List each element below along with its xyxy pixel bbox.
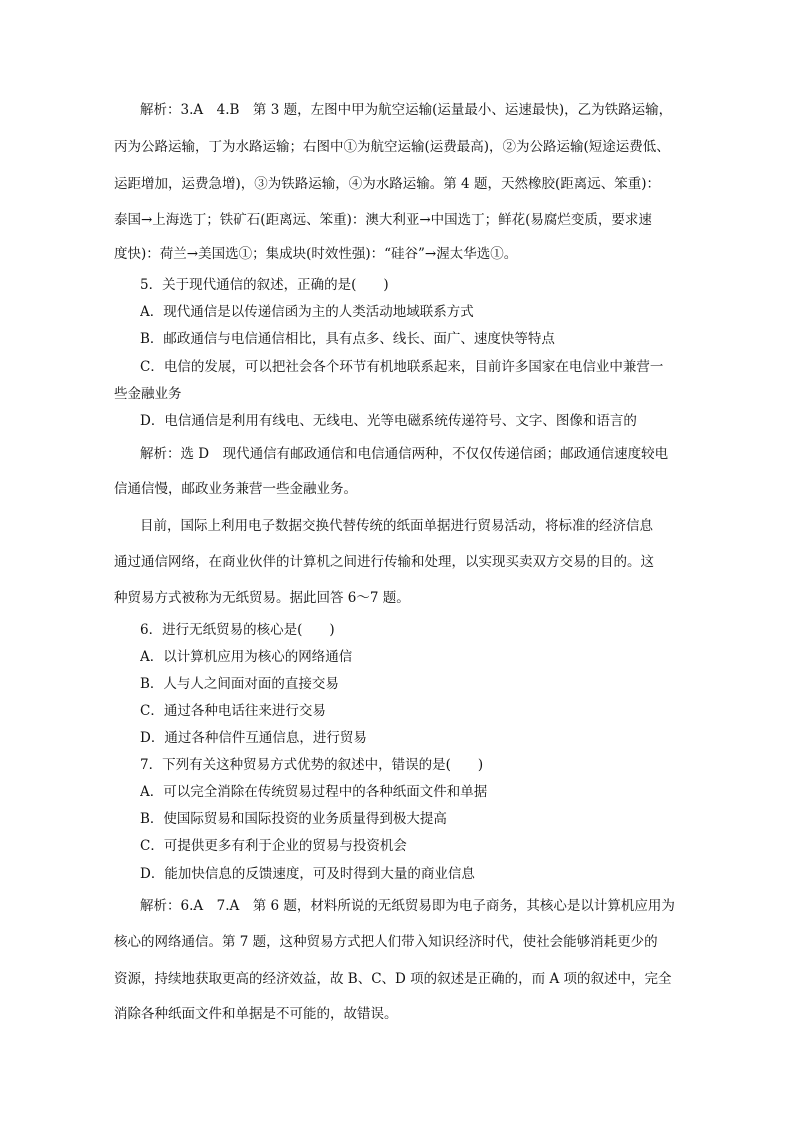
passage-line-1: 目前，国际上利用电子数据交换代替传统的纸面单据进行贸易活动，将标准的经济信息 [140,518,653,534]
question-5-analysis-line-2: 信通信慢，邮政业务兼营一些金融业务。 [114,481,357,497]
question-6-option-d: D．通过各种信件互通信息，进行贸易 [140,730,367,746]
analysis-3-4-line-1: 解析：3.A 4.B 第 3 题，左图中甲为航空运输(运量最小、运速最快)，乙为铁路运输， [140,102,673,118]
question-5-analysis-line-1: 解析：选 D 现代通信有邮政通信和电信通信两种，不仅仅传递信函；邮政通信速度较电 [140,446,669,462]
analysis-3-4-line-4: 泰国→上海选丁；铁矿石(距离远、笨重)：澳大利亚→中国选丁；鲜花(易腐烂变质，要求速 [114,212,652,228]
analysis-3-4-line-5: 度快)：荷兰→美国选①；集成块(时效性强)：“硅谷”→渥太华选①。 [114,246,518,262]
question-5-option-b: B．邮政通信与电信通信相比，具有点多、线长、面广、速度快等特点 [140,331,555,347]
question-5-option-d: D．电信通信是利用有线电、无线电、光等电磁系统传递符号、文字、图像和语言的 [140,413,637,429]
analysis-3-4-line-3: 运距增加，运费急增)，③为铁路运输，④为水路运输。第 4 题，天然橡胶(距离远、笨重)： [114,176,660,192]
question-7-option-b: B．使国际贸易和国际投资的业务质量得到极大提高 [140,811,447,827]
question-5-option-c: C．电信的发展，可以把社会各个环节有机地联系起来，目前许多国家在电信业中兼营一 [140,359,664,375]
question-7-stem: 7．下列有关这种贸易方式优势的叙述中，错误的是( ) [140,757,484,773]
analysis-3-4-line-2: 丙为公路运输，丁为水路运输；右图中①为航空运输(运费最高)，②为公路运输(短途运费低、 [114,139,670,155]
question-6-option-c: C．通过各种电话往来进行交易 [140,703,326,719]
question-5-option-c-continued: 些金融业务 [114,386,182,402]
passage-line-2: 通过通信网络，在商业伙伴的计算机之间进行传输和处理，以实现买卖双方交易的目的。这 [114,554,654,570]
question-5-stem: 5．关于现代通信的叙述，正确的是( ) [140,277,389,293]
question-7-option-c: C．可提供更多有利于企业的贸易与投资机会 [140,838,407,854]
analysis-6-7-line-3: 资源，持续地获取更高的经济效益，故 B、C、D 项的叙述是正确的，而 A 项的叙述中，完全 [114,971,672,987]
analysis-6-7-line-2: 核心的网络通信。第 7 题，这种贸易方式把人们带入知识经济时代，使社会能够消耗更少的 [114,934,658,950]
passage-line-3: 种贸易方式被称为无纸贸易。据此回答 6～7 题。 [114,590,410,606]
question-6-option-a: A．以计算机应用为核心的网络通信 [140,649,353,665]
question-7-option-d: D．能加快信息的反馈速度，可及时得到大量的商业信息 [140,866,475,882]
question-5-option-a: A．现代通信是以传递信函为主的人类活动地域联系方式 [140,304,474,320]
question-6-option-b: B．人与人之间面对面的直接交易 [140,676,339,692]
analysis-6-7-line-1: 解析：6.A 7.A 第 6 题，材料所说的无纸贸易即为电子商务，其核心是以计算机应用为 [140,898,675,914]
question-7-option-a: A．可以完全消除在传统贸易过程中的各种纸面文件和单据 [140,784,488,800]
question-6-stem: 6．进行无纸贸易的核心是( ) [140,622,335,638]
analysis-6-7-line-4: 消除各种纸面文件和单据是不可能的，故错误。 [114,1006,398,1022]
